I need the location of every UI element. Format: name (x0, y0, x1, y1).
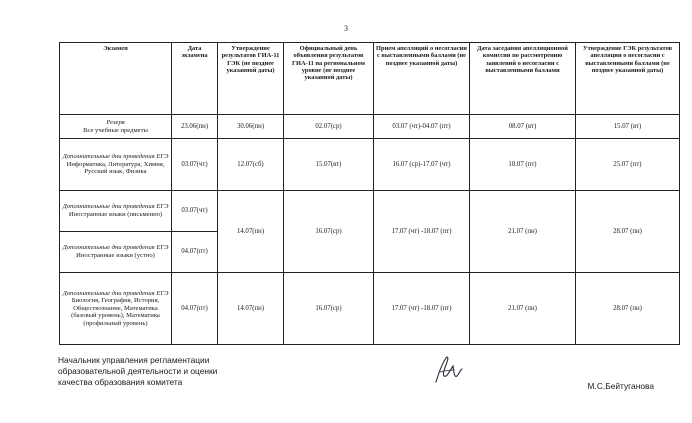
approval-cell: 30.06(пн) (218, 115, 284, 139)
header-commission: Дата заседания апелляционной комиссии по рассмотрению заявлений о несогласии с выставленными баллами (470, 43, 576, 115)
announce-cell: 15.07(вт) (284, 139, 374, 191)
header-exam: Экзамен (60, 43, 172, 115)
exam-cell (60, 139, 172, 191)
approval-cell: 14.07(пн) (218, 273, 284, 345)
exam-date-cell: 04.07(пт) (172, 273, 218, 345)
header-appeal: Прием апелляций о несогласии с выставленными баллами (не позднее указанной даты) (374, 43, 470, 115)
signatory-title-line: образовательной деятельности и оценки (58, 365, 218, 376)
exam-schedule-table (59, 42, 680, 345)
exam-subjects: Все учебные предметы (83, 126, 148, 134)
signer-name: М.С.Бейтуганова (587, 381, 654, 391)
commission-cell: 08.07 (вт) (470, 115, 576, 139)
exam-cell (60, 232, 172, 273)
appeal-approval-cell: 15.07 (вт) (576, 115, 680, 139)
appeal-cell: 17.07 (чт) -18.07 (пт) (374, 273, 470, 345)
table-row (60, 191, 680, 232)
exam-cell (60, 191, 172, 232)
announce-cell: 02.07(ср) (284, 115, 374, 139)
header-approval: Утверждение результатов ГИА-11 ГЭК (не позднее указанной даты) (218, 43, 284, 115)
appeal-cell: 03.07 (чт)-04.07 (пт) (374, 115, 470, 139)
table-row (60, 115, 680, 139)
approval-cell: 12.07(сб) (218, 139, 284, 191)
page-number: 3 (344, 24, 348, 33)
signatory-title (58, 355, 217, 388)
exam-subjects: Информатика, Литература, Химия, Русский язык, Физика (66, 160, 165, 176)
commission-cell: 21.07 (пн) (470, 273, 576, 345)
exam-date-cell: 04.07(пт) (172, 232, 218, 273)
exam-subtitle: Дополнительные дни проведения ЕГЭ (62, 153, 169, 161)
approval-cell: 14.07(пн) (218, 191, 284, 273)
announce-cell: 16.07(ср) (284, 273, 374, 345)
exam-subtitle: Резерв (106, 118, 125, 126)
exam-date-cell: 03.07(чт) (172, 139, 218, 191)
exam-subtitle: Дополнительные дни проведения ЕГЭ (62, 244, 169, 252)
handwritten-signature (430, 352, 466, 386)
appeal-approval-cell: 28.07 (пн) (576, 191, 680, 273)
exam-cell (60, 115, 172, 139)
commission-cell: 21.07 (пн) (470, 191, 576, 273)
announce-cell: 16.07(ср) (284, 191, 374, 273)
exam-date-cell: 23.06(пн) (172, 115, 218, 139)
signatory-title-line: Начальник управления регламентации (58, 355, 210, 365)
appeal-cell: 17.07 (чт) -18.07 (пт) (374, 191, 470, 273)
exam-cell (60, 273, 172, 345)
header-exam-date: Дата экзамена (172, 43, 218, 115)
table-row (60, 139, 680, 191)
appeal-approval-cell: 28.07 (пн) (576, 273, 680, 345)
exam-subjects: Биология, География, История, Обществознание, Математика (базовый уровень), Математика (профильный уровень) (71, 297, 160, 327)
exam-subjects: Иностранные языки (устно) (76, 252, 155, 259)
header-announce: Официальный день объявления результатов ГИА-11 на региональном уровне (не позднее указанной даты) (284, 43, 374, 115)
appeal-cell: 16.07 (ср)-17.07 (чт) (374, 139, 470, 191)
table-row (60, 273, 680, 345)
exam-subtitle: Дополнительные дни проведения ЕГЭ (62, 203, 169, 211)
signatory-title-line: качества образования комитета (58, 376, 183, 387)
table-header-row (60, 43, 680, 115)
exam-date-cell: 03.07(чт) (172, 191, 218, 232)
commission-cell: 18.07 (пт) (470, 139, 576, 191)
exam-subjects: Иностранные языки (письменно) (68, 211, 163, 218)
exam-subtitle: Дополнительные дни проведения ЕГЭ (62, 289, 169, 297)
appeal-approval-cell: 25.07 (пт) (576, 139, 680, 191)
header-appeal-approval: Утверждение ГЭК результатов апелляции о несогласии с выставленными баллами (не позднее указанной даты) (576, 43, 680, 115)
